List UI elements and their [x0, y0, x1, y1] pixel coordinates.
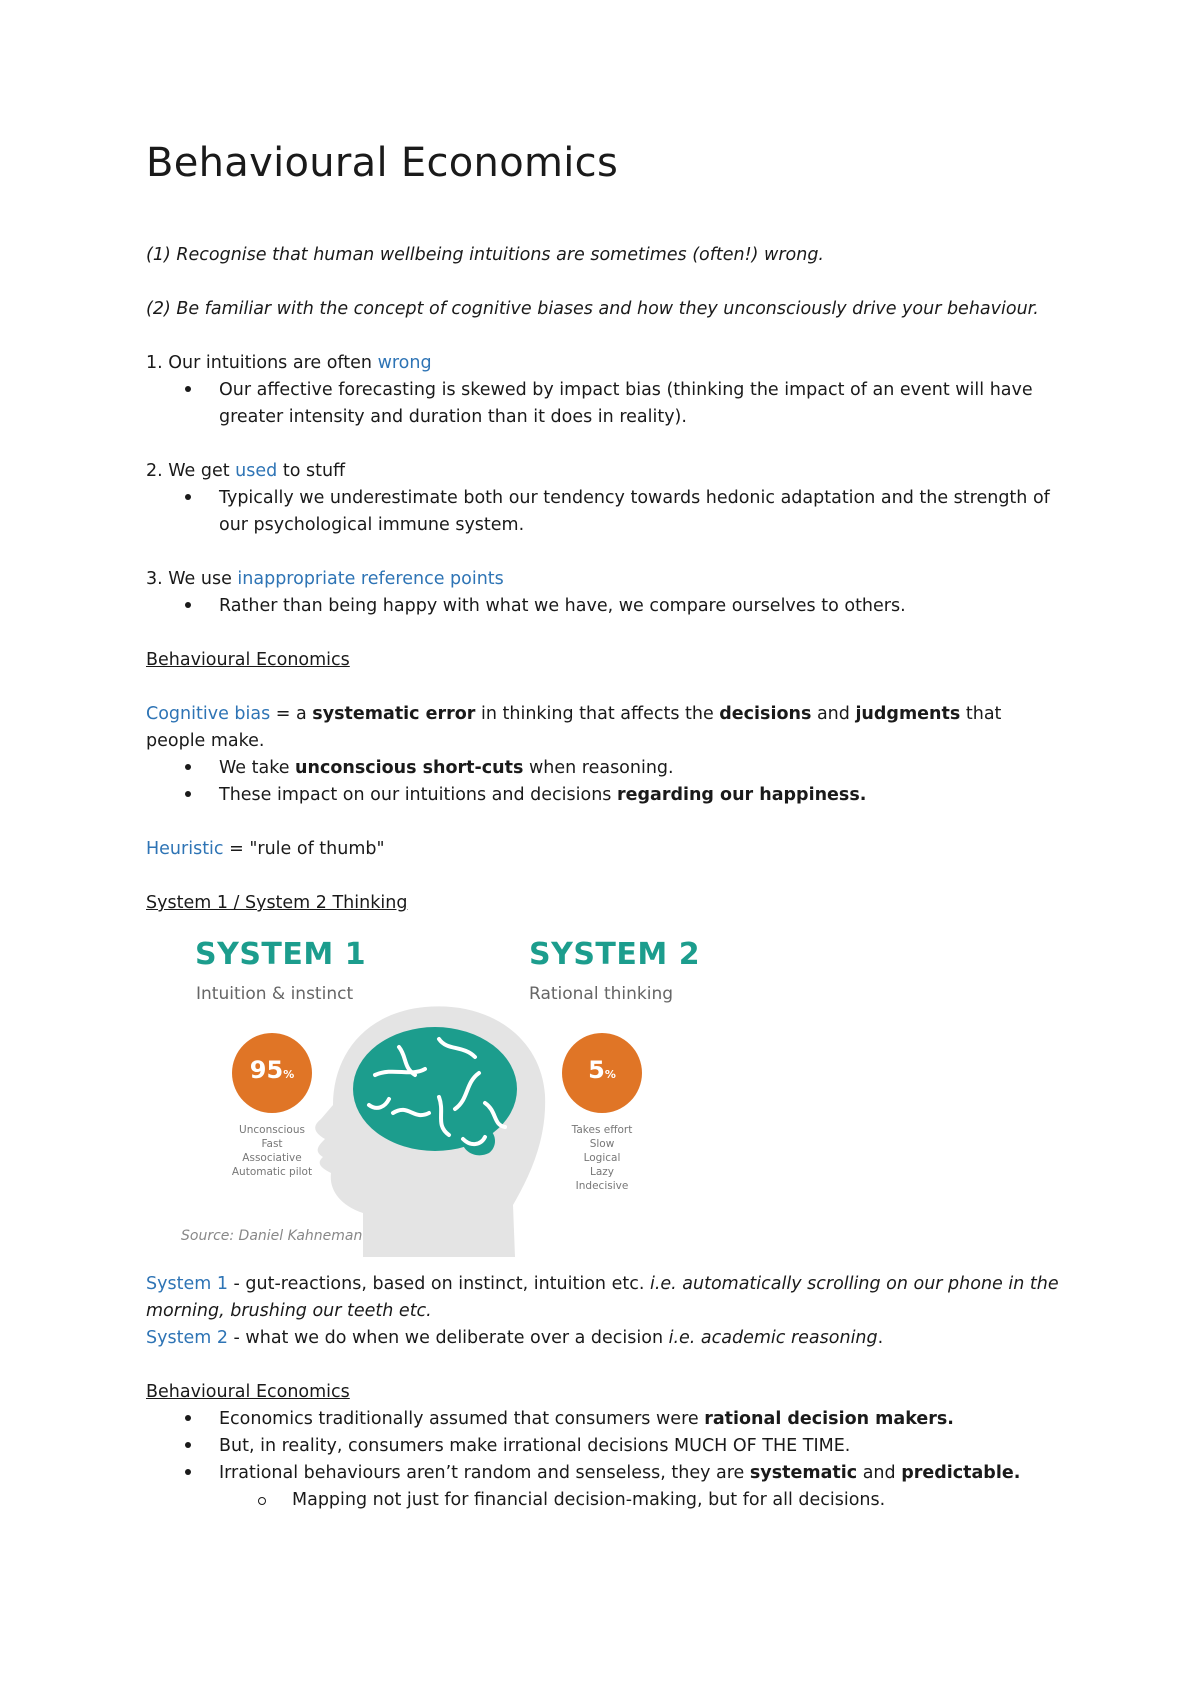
- list-item: Irrational behaviours aren’t random and senseless, they are systematic and predictable.: [146, 1460, 1066, 1487]
- list-item: Our affective forecasting is skewed by impact bias (thinking the impact of an event will have greater intensity and duration than it does in reality).: [146, 377, 1066, 431]
- point-3-list: [146, 593, 1066, 620]
- section-heading-behavioural-economics-2: Behavioural Economics: [146, 1382, 350, 1402]
- term-system-2: System 2: [146, 1328, 228, 1348]
- list-item: Economics traditionally assumed that consumers were rational decision makers.: [146, 1406, 1066, 1433]
- point-1-list: [146, 377, 1066, 431]
- system2-description: System 2 - what we do when we deliberate over a decision i.e. academic reasoning.: [146, 1328, 884, 1348]
- brain-head-illustration: [163, 927, 733, 1261]
- behavioural-economics-sublist: [146, 1487, 1066, 1514]
- list-item: Mapping not just for financial decision-making, but for all decisions.: [146, 1487, 1066, 1514]
- system2-title: SYSTEM 2: [529, 937, 701, 972]
- objective-1: (1) Recognise that human wellbeing intuitions are sometimes (often!) wrong.: [146, 245, 824, 265]
- section-heading-system-thinking: System 1 / System 2 Thinking: [146, 893, 408, 913]
- cognitive-bias-definition: Cognitive bias = a systematic error in thinking that affects the decisions and judgments that people make.: [146, 704, 1002, 751]
- document-body: [146, 242, 1066, 1514]
- term-cognitive-bias: Cognitive bias: [146, 704, 271, 724]
- cognitive-bias-list: [146, 755, 1066, 809]
- figure-source: Source: Daniel Kahneman: [181, 1228, 363, 1244]
- term-system-1: System 1: [146, 1274, 228, 1294]
- point-3-highlight: inappropriate reference points: [237, 569, 504, 589]
- point-1-highlight: wrong: [377, 353, 432, 373]
- term-heuristic: Heuristic: [146, 839, 224, 859]
- system2-traits: Takes effort Slow Logical Lazy Indecisive: [571, 1124, 633, 1192]
- point-2-list: [146, 485, 1066, 539]
- system1-description: System 1 - gut-reactions, based on instinct, intuition etc. i.e. automatically scrolling on our phone in the morning, brushing our teeth etc.: [146, 1274, 1059, 1321]
- list-item: These impact on our intuitions and decisions regarding our happiness.: [146, 782, 1066, 809]
- system1-percent: 95%: [249, 1056, 295, 1084]
- list-item: Rather than being happy with what we have, we compare ourselves to others.: [146, 593, 1066, 620]
- section-heading-behavioural-economics: Behavioural Economics: [146, 650, 350, 670]
- system1-traits: Unconscious Fast Associative Automatic pilot: [231, 1124, 313, 1178]
- list-item: We take unconscious short-cuts when reasoning.: [146, 755, 1066, 782]
- point-2-heading: 2. We get used to stuff: [146, 461, 346, 481]
- system1-title: SYSTEM 1: [195, 937, 367, 972]
- point-1-heading: 1. Our intuitions are often wrong: [146, 353, 432, 373]
- system2-percent: 5%: [588, 1056, 616, 1084]
- behavioural-economics-list: [146, 1406, 1066, 1487]
- objective-2: (2) Be familiar with the concept of cognitive biases and how they unconsciously drive your behaviour.: [146, 299, 1039, 319]
- list-item: Typically we underestimate both our tendency towards hedonic adaptation and the strength of our psychological immune system.: [146, 485, 1066, 539]
- point-3-heading: 3. We use inappropriate reference points: [146, 569, 504, 589]
- document-title: Behavioural Economics: [146, 140, 619, 186]
- system2-subtitle: Rational thinking: [529, 984, 674, 1004]
- system1-subtitle: Intuition & instinct: [196, 984, 354, 1004]
- system1-system2-figure: [163, 927, 733, 1261]
- point-2-highlight: used: [235, 461, 278, 481]
- heuristic-definition: Heuristic = "rule of thumb": [146, 839, 385, 859]
- list-item: But, in reality, consumers make irrational decisions MUCH OF THE TIME.: [146, 1433, 1066, 1460]
